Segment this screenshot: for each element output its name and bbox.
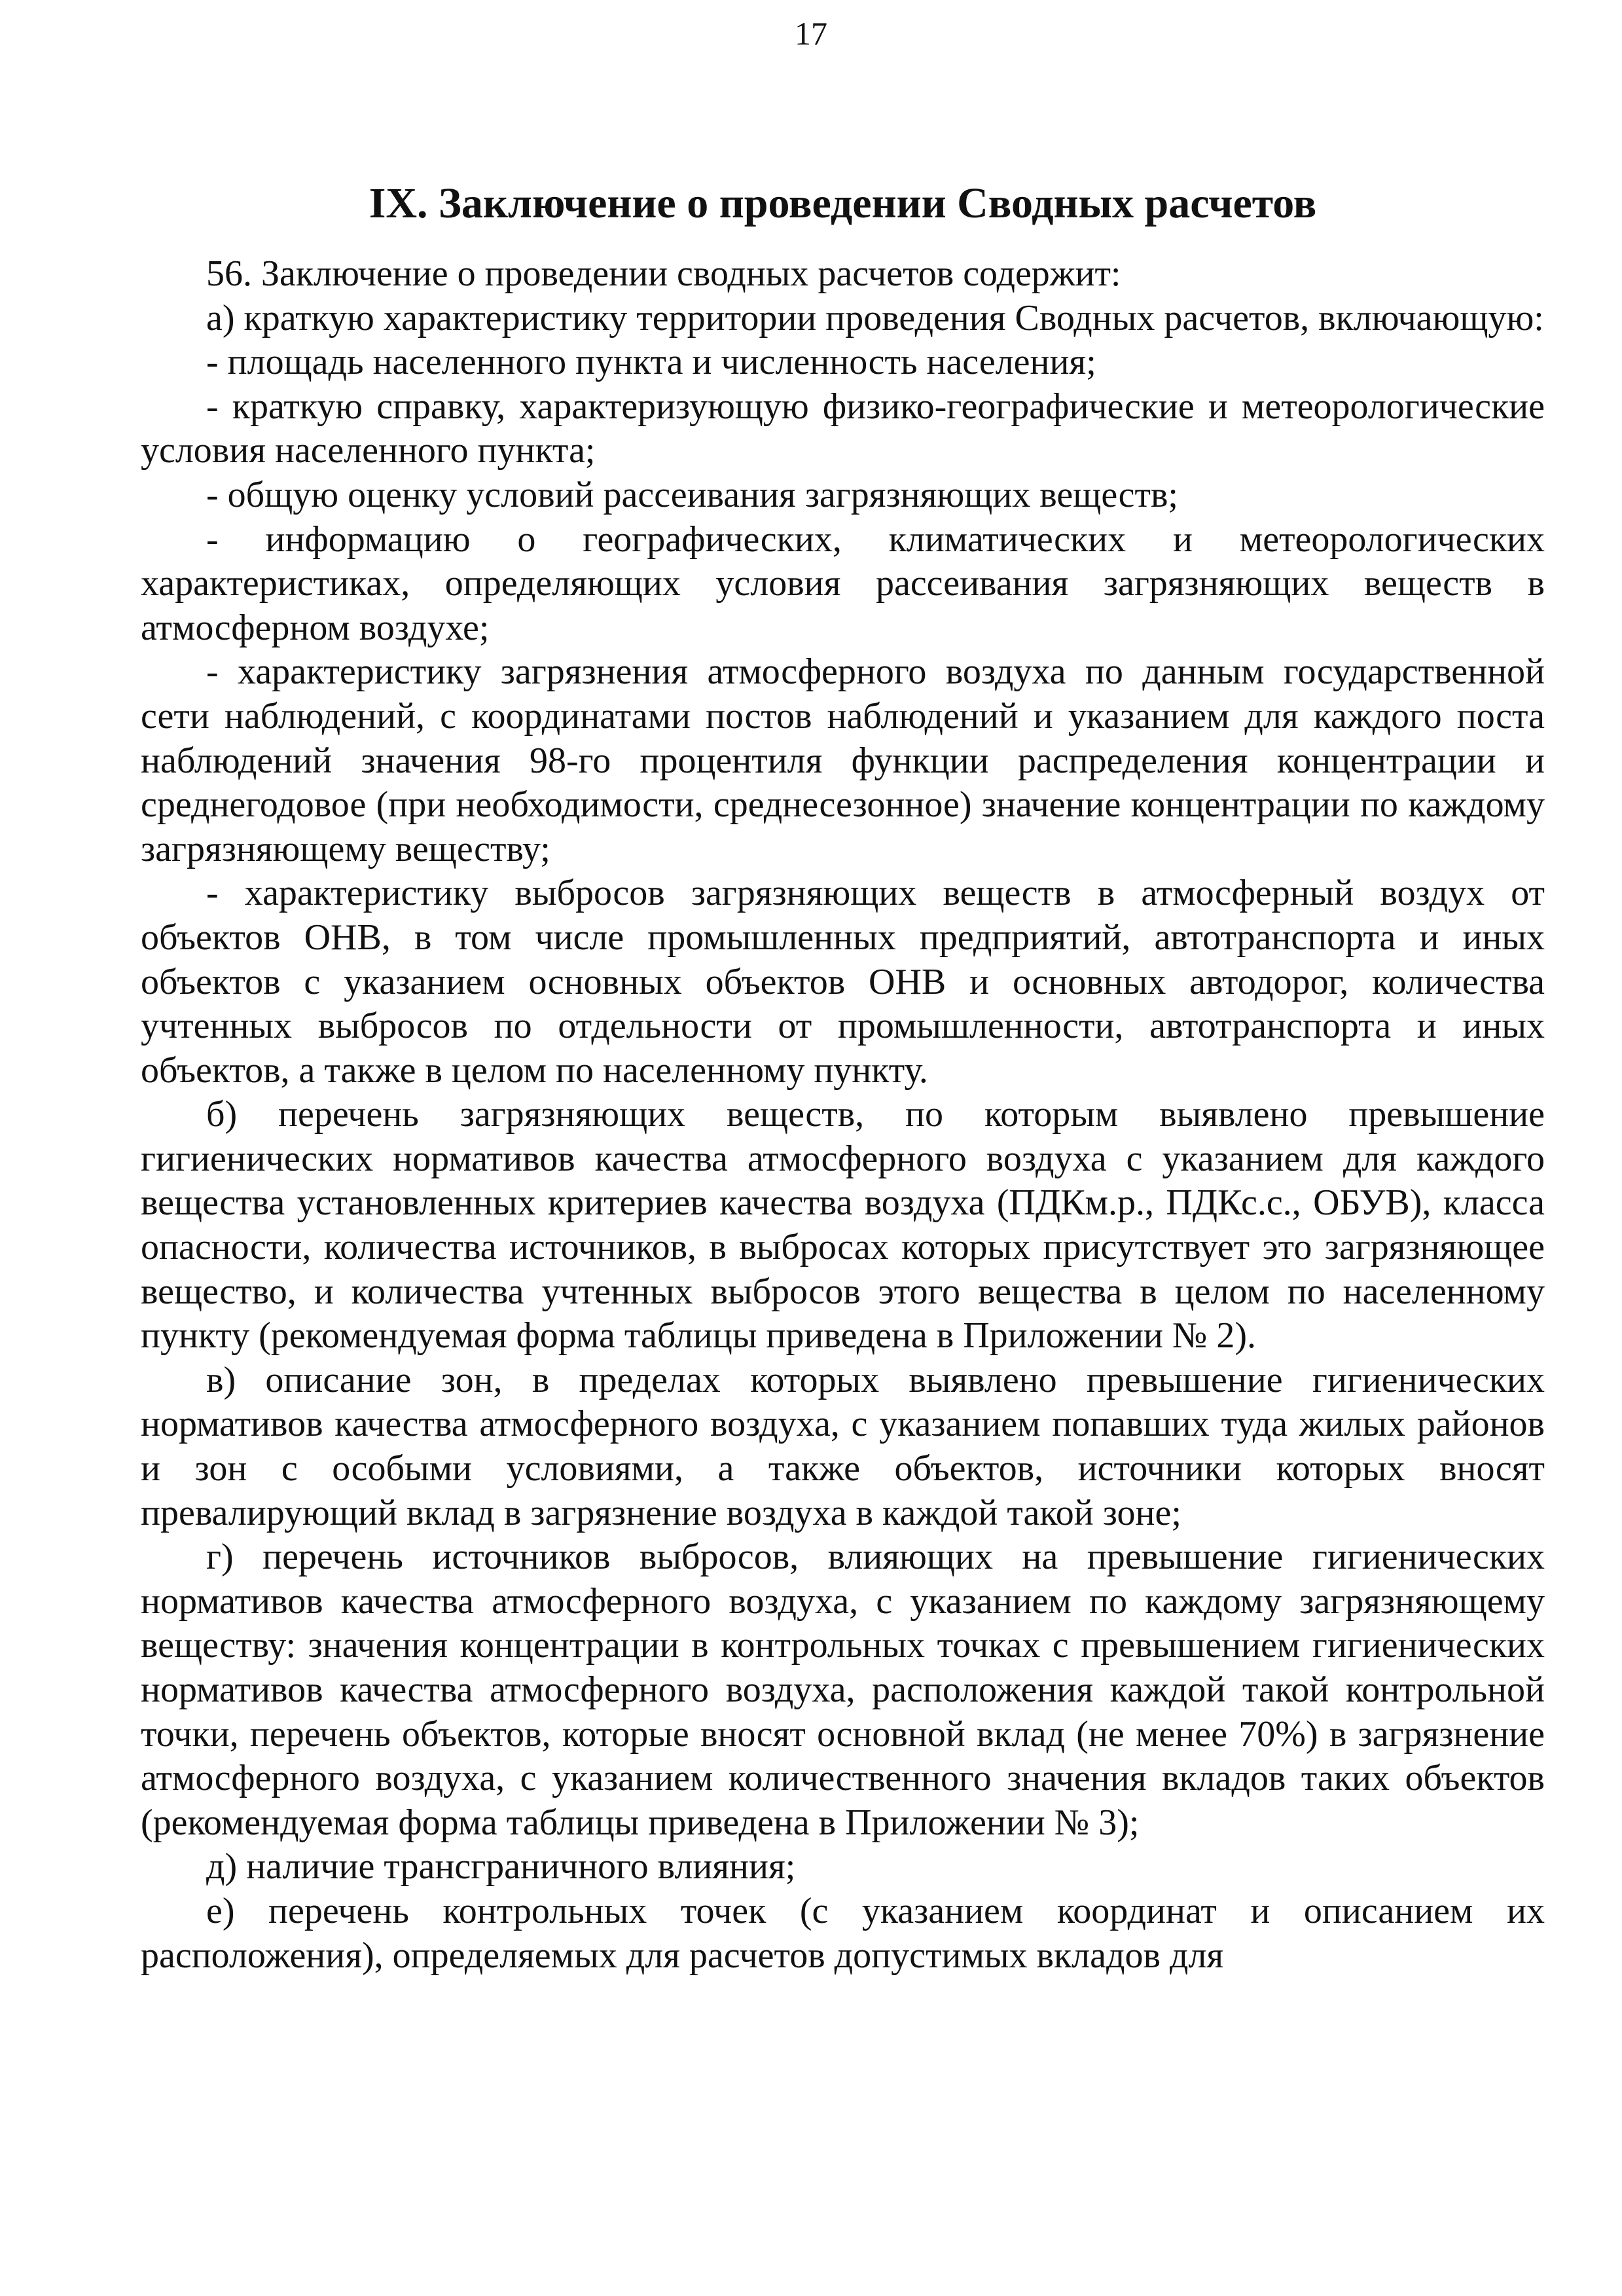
paragraph: - общую оценку условий рассеивания загрязняющих веществ; [206, 474, 1178, 515]
paragraph: а) краткую характеристику территории проведения Сводных расчетов, включающую: [206, 297, 1544, 338]
paragraph: - характеристику выбросов загрязняющих веществ в атмосферный воздух от объектов ОНВ, в том числе промышленных предприятий, автотранспорта и иных объектов с указанием основных объектов ОНВ и основных автодорог, количества учтенных выбросов по отдельности от промышленности, автотранспорта и иных объектов, а также в целом по населенному пункту. [141, 873, 1545, 1091]
paragraph: - характеристику загрязнения атмосферного воздуха по данным государственной сети наблюдений, с координатами постов наблюдений и указанием для каждого поста наблюдений значения 98-го процентиля функции распределения концентрации и среднегодовое (при необходимости, среднесезонное) значение концентрации по каждому загрязняющему веществу; [141, 651, 1545, 869]
document-body [141, 252, 1545, 1978]
paragraph: в) описание зон, в пределах которых выявлено превышение гигиенических нормативов качества атмосферного воздуха, с указанием попавших туда жилых районов и зон с особыми условиями, а также объектов, источники которых вносят превалирующий вклад в загрязнение воздуха в каждой такой зоне; [141, 1359, 1545, 1533]
paragraph: г) перечень источников выбросов, влияющих на превышение гигиенических нормативов качества атмосферного воздуха, с указанием по каждому загрязняющему веществу: значения концентрации в контрольных точках с превышением гигиенических нормативов качества атмосферного воздуха, расположения каждой такой контрольной точки, перечень объектов, которые вносят основной вклад (не менее 70%) в загрязнение атмосферного воздуха, с указанием количественного значения вкладов таких объектов (рекомендуемая форма таблицы приведена в Приложении № 3); [141, 1537, 1545, 1843]
paragraph: - информацию о географических, климатических и метеорологических характеристиках, определяющих условия рассеивания загрязняющих веществ в атмосферном воздухе; [141, 519, 1545, 648]
paragraph: б) перечень загрязняющих веществ, по которым выявлено превышение гигиенических нормативов качества атмосферного воздуха с указанием для каждого вещества установленных критериев качества воздуха (ПДКм.р., ПДКс.с., ОБУВ), класса опасности, количества источников, в выбросах которых присутствует это загрязняющее вещество, и количества учтенных выбросов этого вещества в целом по населенному пункту (рекомендуемая форма таблицы приведена в Приложении № 2). [141, 1094, 1545, 1357]
paragraph: 56. Заключение о проведении сводных расчетов содержит: [206, 253, 1121, 294]
page-number: 17 [795, 15, 827, 52]
paragraph: д) наличие трансграничного влияния; [206, 1846, 796, 1887]
paragraph: - краткую справку, характеризующую физико-географические и метеорологические условия населенного пункта; [141, 386, 1545, 471]
section-heading: IX. Заключение о проведении Сводных расчетов [369, 179, 1317, 227]
paragraph: - площадь населенного пункта и численность населения; [206, 342, 1096, 383]
paragraph: е) перечень контрольных точек (с указанием координат и описанием их расположения), определяемых для расчетов допустимых вкладов для [141, 1890, 1545, 1976]
